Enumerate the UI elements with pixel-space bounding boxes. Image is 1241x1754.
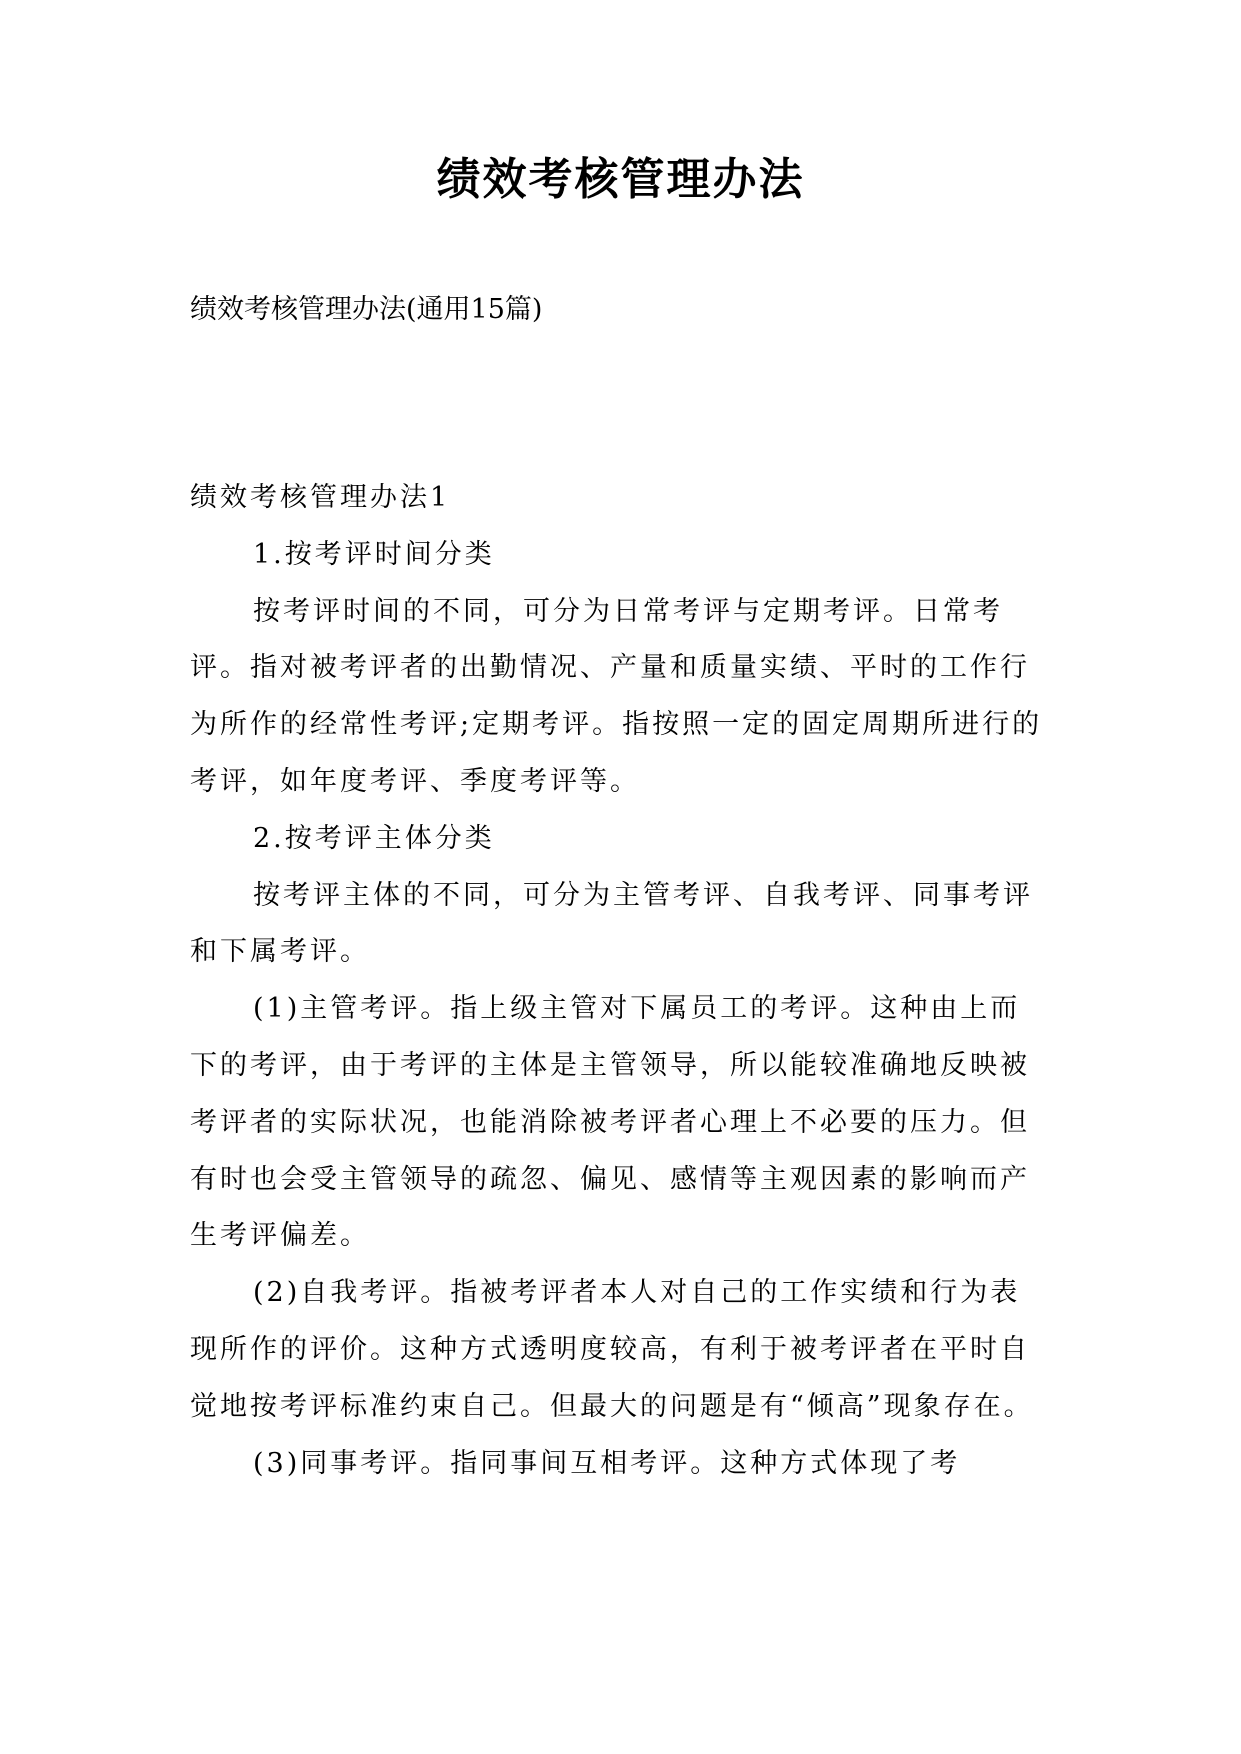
paragraph: 1.按考评时间分类 [253,538,495,570]
paragraph: (3)同事考评。指同事间互相考评。这种方式体现了考 [253,1447,961,1479]
paragraph: 2.按考评主体分类 [253,822,495,854]
paragraph: 按考评主体的不同，可分为主管考评、自我考评、同事考评和下属考评。 [190,879,1033,968]
section-heading: 绩效考核管理办法1 [190,482,451,513]
paragraph: 按考评时间的不同，可分为日常考评与定期考评。日常考评。指对被考评者的出勤情况、产量和质量实绩、平时的工作行为所作的经常性考评;定期考评。指按照一定的固定周期所进行的考评，如年度考评、季度考评等。 [190,595,1043,797]
paragraph: (1)主管考评。指上级主管对下属员工的考评。这种由上而下的考评，由于考评的主体是主管领导，所以能较准确地反映被考评者的实际状况，也能消除被考评者心理上不必要的压力。但有时也会受主管领导的疏忽、偏见、感情等主观因素的影响而产生考评偏差。 [190,993,1030,1252]
document-body [190,470,1050,1492]
document-title: 绩效考核管理办法 [436,154,805,205]
document-subtitle: 绩效考核管理办法(通用15篇) [190,294,543,325]
paragraph: (2)自我考评。指被考评者本人对自己的工作实绩和行为表现所作的评价。这种方式透明度较高，有利于被考评者在平时自觉地按考评标准约束自己。但最大的问题是有“倾高”现象存在。 [190,1277,1034,1422]
